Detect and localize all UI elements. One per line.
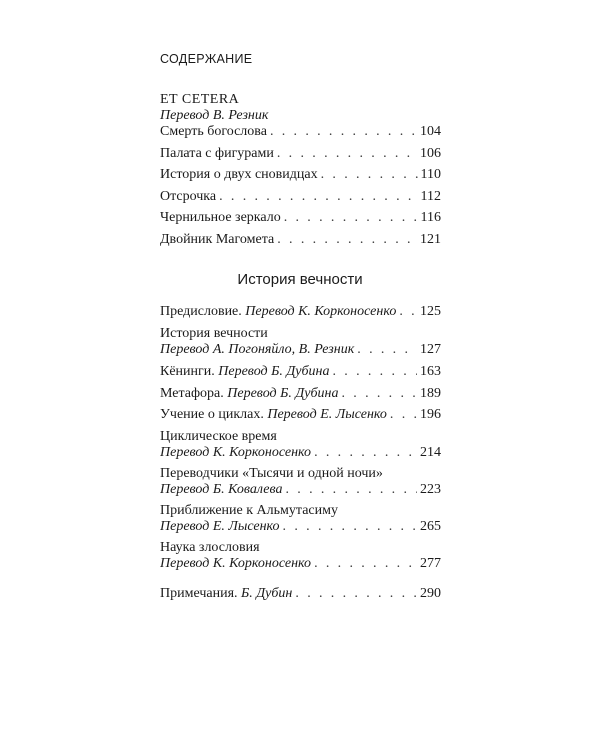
dot-leader [284,210,418,226]
dot-leader [283,519,417,535]
toc-entry-preface[interactable] [160,304,441,320]
entry-title: Наука злословия [160,540,260,555]
entry-page: 116 [420,210,441,225]
entry-translator: Перевод Е. Лысенко [160,519,280,534]
toc-entry-ink-mirror[interactable] [160,210,441,226]
entry-page: 277 [420,556,441,571]
entry-page: 223 [420,482,441,497]
dot-leader [285,482,417,498]
entry-title: Палата с фигурами [160,146,274,161]
entry-title: Переводчики «Тысячи и одной ночи» [160,466,383,481]
entry-translator: Перевод К. Корконосенко [160,556,312,571]
toc-entry-translators-1001-nights[interactable] [160,466,441,498]
dot-leader [399,304,417,320]
entry-translator: Перевод Б. Дубина [218,364,330,379]
entry-page: 106 [420,146,441,161]
entry-title: Предисловие. Перевод К. Корконосенко [160,304,397,319]
toc-entry-art-of-insult[interactable] [160,540,441,572]
entry-page: 125 [420,304,441,319]
entry-title: Чернильное зеркало [160,210,281,225]
entry-title: Приближение к Альмутасиму [160,503,338,518]
entry-translator: Перевод К. Корконосенко [245,304,397,319]
entry-title: История о двух сновидцах [160,167,318,182]
toc-entry-history-of-eternity[interactable] [160,326,441,358]
entry-page: 112 [420,189,441,204]
entry-title: Метафора. Перевод Б. Дубина [160,386,339,401]
entry-translator: Перевод К. Корконосенко [160,445,312,460]
toc-entry-kennings[interactable] [160,364,441,380]
entry-title: Кёнинги. Перевод Б. Дубина [160,364,330,379]
entry-page: 265 [420,519,441,534]
entry-page: 110 [420,167,441,182]
entry-page: 196 [420,407,441,422]
toc-entry-notes[interactable] [160,586,441,602]
entry-page: 127 [420,342,441,357]
toc-entry-two-dreamers[interactable] [160,167,441,183]
dot-leader [332,364,417,380]
entry-title: Примечания. Б. Дубин [160,586,293,601]
dot-leader [314,445,417,461]
et-cetera-translator: Перевод В. Резник [160,108,269,123]
entry-page: 104 [420,124,441,139]
dot-leader [314,556,417,572]
toc-entry-chamber-of-figures[interactable] [160,146,441,162]
dot-leader [277,232,417,248]
dot-leader [341,386,417,402]
entry-title: Смерть богослова [160,124,267,139]
toc-entry-circular-time[interactable] [160,429,441,461]
toc-entry-postponement[interactable] [160,189,441,205]
dot-leader [277,146,417,162]
toc-entry-doctrine-of-cycles[interactable] [160,407,441,423]
dot-leader [390,407,417,423]
entry-title: Циклическое время [160,429,277,444]
entry-translator: Перевод Е. Лысенко [267,407,387,422]
et-cetera-label: ET CETERA [160,92,240,107]
dot-leader [295,586,417,602]
section-heading: История вечности [237,271,363,288]
entry-translator: Перевод А. Погоняйло, В. Резник [160,342,355,357]
toc-entry-metaphor[interactable] [160,386,441,402]
entry-translator: Перевод Б. Дубина [227,386,339,401]
entry-page: 214 [420,445,441,460]
entry-translator: Перевод Б. Ковалева [160,482,283,497]
entry-title: Отсрочка [160,189,217,204]
entry-page: 121 [420,232,441,247]
entry-title: История вечности [160,326,268,341]
dot-leader [270,124,417,140]
toc-entry-death-of-theologian[interactable] [160,124,441,140]
dot-leader [219,189,417,205]
dot-leader [357,342,417,358]
entry-page: 290 [420,586,441,601]
running-head: СОДЕРЖАНИЕ [160,52,253,66]
toc-entry-mahomet-double[interactable] [160,232,441,248]
entry-title: Двойник Магомета [160,232,275,247]
entry-title: Учение о циклах. Перевод Е. Лысенко [160,407,387,422]
entry-translator: Б. Дубин [241,586,293,601]
dot-leader [321,167,418,183]
entry-page: 189 [420,386,441,401]
toc-entry-approach-to-almutasim[interactable] [160,503,441,535]
entry-page: 163 [420,364,441,379]
